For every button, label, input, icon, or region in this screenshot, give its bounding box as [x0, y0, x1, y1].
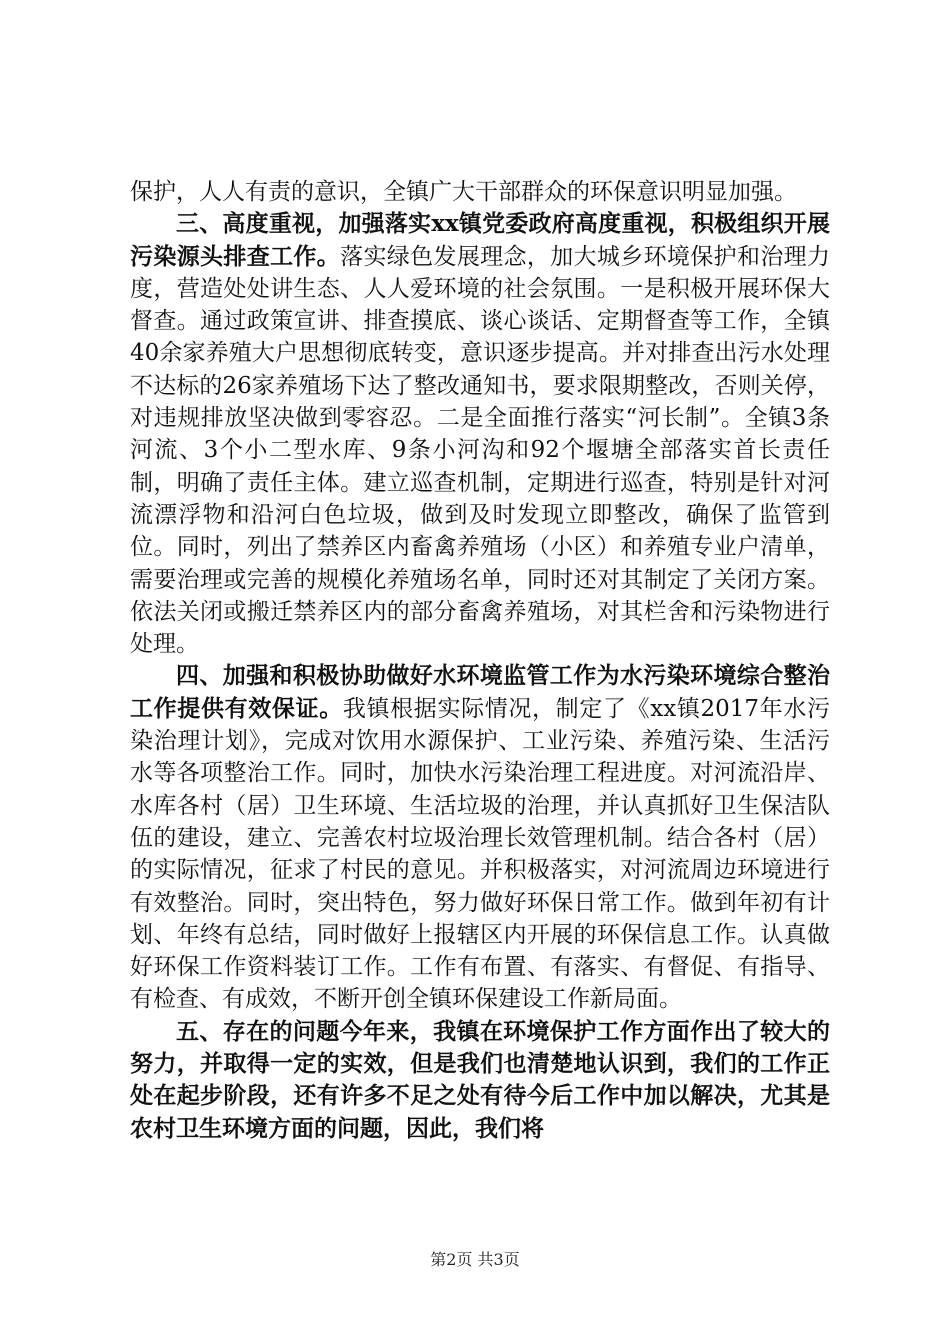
paragraph-3-lead: 四、加强和积极协助做好水环境监管工作为水污染环境综合整治工作提供有效保证。 [130, 662, 830, 722]
paragraph-3-body: 我镇根据实际情况，制定了《xx镇2017年水污染治理计划》，完成对饮用水源保护、工业污染、养殖污染、生活污水等各项整治工作。同时，加快水污染治理工程进度。对河流沿岸、水库各村（居）卫生环境、生活垃圾的治理，并认真抓好卫生保洁队伍的建设，建立、完善农村垃圾治理长效管理机制。结合各村（居）的实际情况，征求了村民的意见。并积极落实，对河流周边环境进行有效整治。同时，突出特色，努力做好环保日常工作。做到年初有计划、年终有总结，同时做好上报辖区内开展的环保信息工作。认真做好环保工作资料装订工作。工作有布置、有落实、有督促、有指导、有检查、有成效，不断开创全镇环保建设工作新局面。 [130, 695, 830, 1013]
paragraph-2-lead: 三、高度重视，加强落实xx镇党委政府高度重视，积极组织开展污染源头排查工作。 [130, 210, 830, 270]
paragraph-4 [130, 1016, 830, 1145]
page-number-footer: 第2页 共3页 [430, 1250, 520, 1269]
paragraph-2 [130, 208, 830, 660]
paragraph-1-body: 保护，人人有责的意识，全镇广大干部群众的环保意识明显加强。 [130, 179, 797, 205]
paragraph-3 [130, 660, 830, 1015]
paragraph-4-lead: 五、存在的问题今年来，我镇在环境保护工作方面作出了较大的努力，并取得一定的实效，但是我们也清楚地认识到，我们的工作正处在起步阶段，还有许多不足之处有待今后工作中加以解决，尤其是农村卫生环境方面的问题，因此，我们将 [130, 1017, 830, 1142]
document-body [130, 176, 830, 1145]
paragraph-2-body: 落实绿色发展理念，加大城乡环境保护和治理力度，营造处处讲生态、人人爱环境的社会氛围。一是积极开展环保大督查。通过政策宣讲、排查摸底、谈心谈话、定期督查等工作，全镇40余家养殖大户思想彻底转变，意识逐步提高。并对排查出污水处理不达标的26家养殖场下达了整改通知书，要求限期整改，否则关停，对违规排放坚决做到零容忍。二是全面推行落实“河长制”。全镇3条河流、3个小二型水库、9条小河沟和92个堰塘全部落实首长责任制，明确了责任主体。建立巡查机制，定期进行巡查，特别是针对河流漂浮物和沿河白色垃圾，做到及时发现立即整改，确保了监管到位。同时，列出了禁养区内畜禽养殖场（小区）和养殖专业户清单，需要治理或完善的规模化养殖场名单，同时还对其制定了关闭方案。依法关闭或搬迁禁养区内的部分畜禽养殖场，对其栏舍和污染物进行处理。 [130, 243, 831, 658]
paragraph-1 [130, 176, 830, 208]
